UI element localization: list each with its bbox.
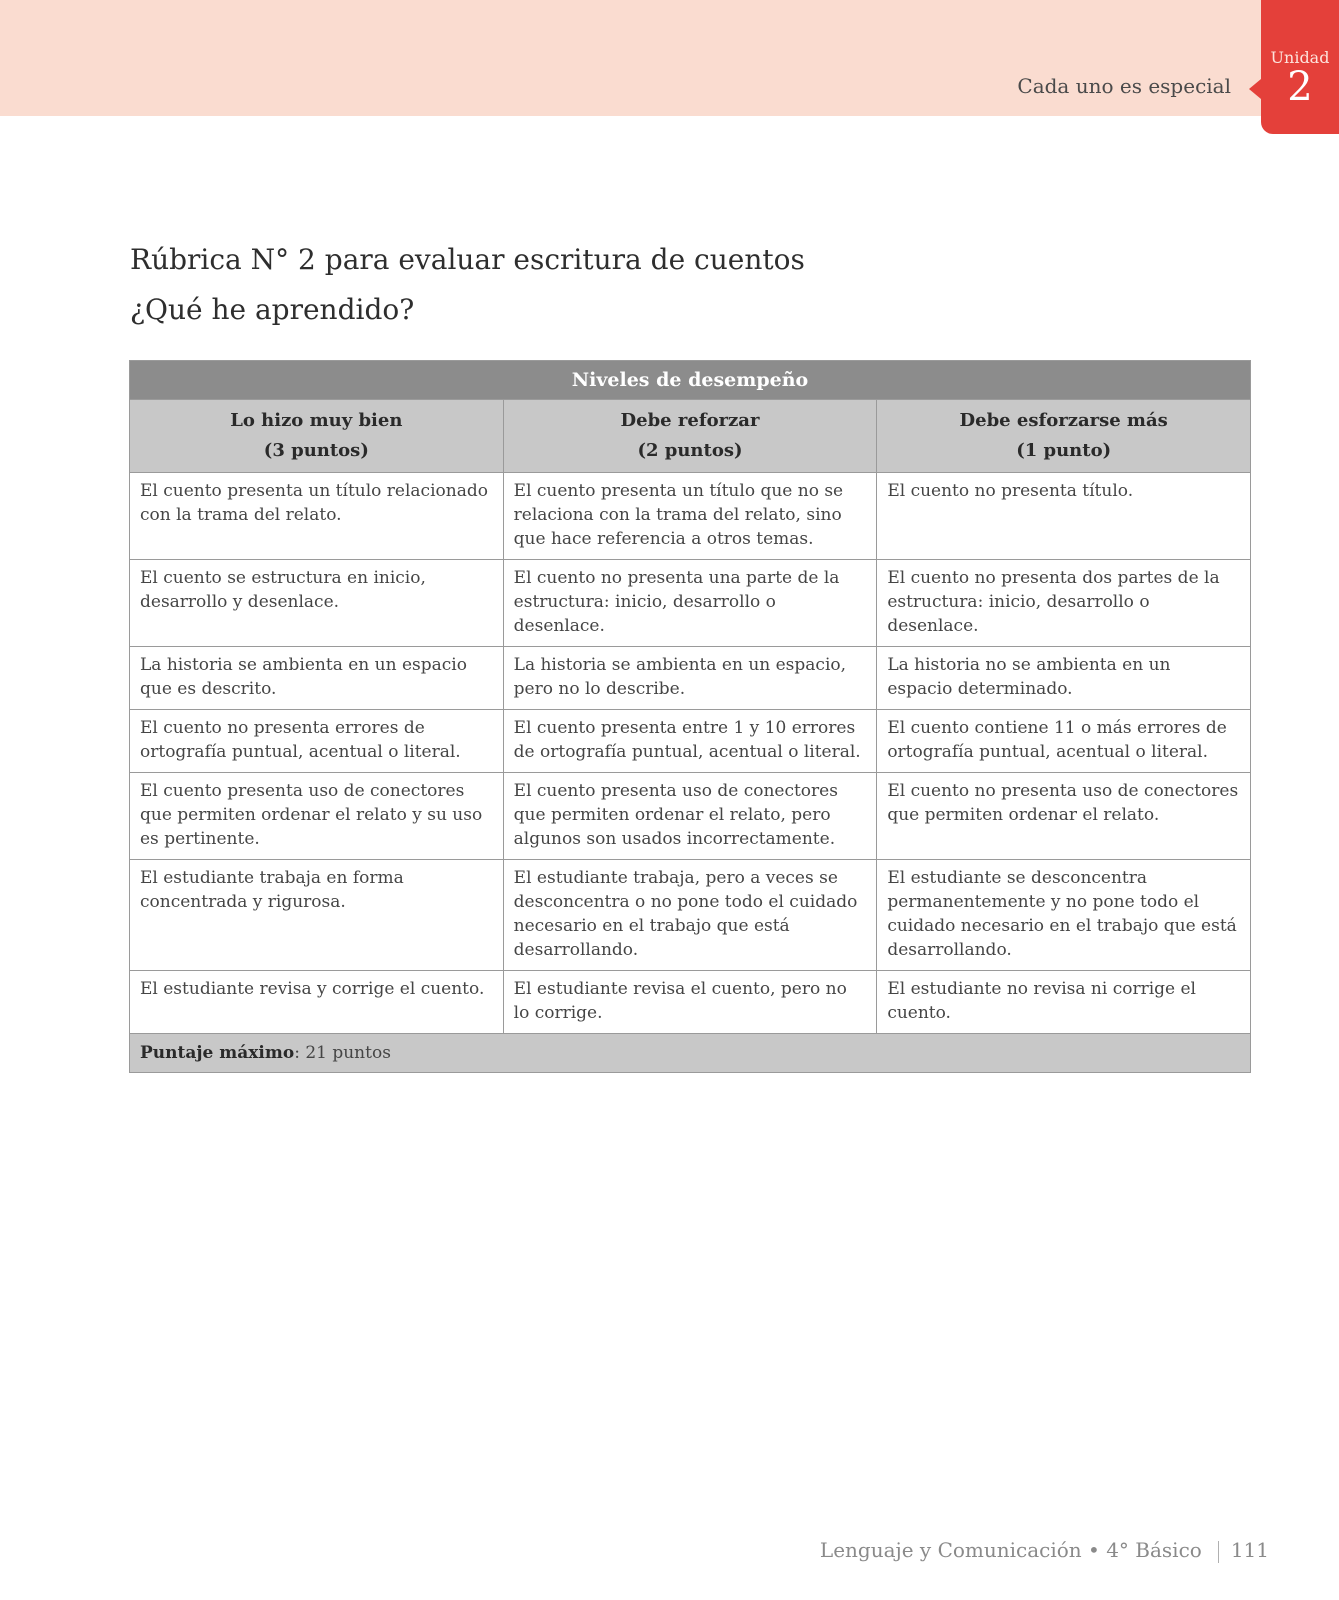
table-cell: La historia se ambienta en un espacio que es descrito. [130,647,504,710]
unit-label: Unidad [1270,48,1330,67]
rubric-table [129,360,1251,1073]
table-cell: El estudiante no revisa ni corrige el cuento. [877,971,1251,1034]
unit-tab-pointer [1249,79,1261,99]
table-cell: El cuento no presenta uso de conectores que permiten ordenar el relato. [877,773,1251,860]
table-row [130,473,1251,560]
level-points: (2 puntos) [637,440,743,461]
level-points: (1 punto) [1016,440,1112,461]
table-row [130,710,1251,773]
table-cell: El cuento presenta uso de conectores que permiten ordenar el relato y su uso es pertinente. [130,773,504,860]
table-cell: El cuento no presenta título. [877,473,1251,560]
table-cell: El estudiante se desconcentra permanentemente y no pone todo el cuidado necesario en el trabajo que está desarrollando. [877,860,1251,971]
table-cell: El cuento no presenta dos partes de la estructura: inicio, desarrollo o desenlace. [877,560,1251,647]
table-cell: El estudiante revisa y corrige el cuento. [130,971,504,1034]
level-name: Lo hizo muy bien [230,410,403,431]
table-cell: El cuento contiene 11 o más errores de ortografía puntual, acentual o literal. [877,710,1251,773]
table-row [130,860,1251,971]
table-cell: El estudiante trabaja, pero a veces se desconcentra o no pone todo el cuidado necesario en el trabajo que está desarrollando. [503,860,877,971]
page-footer [820,1538,1269,1563]
max-score-value: : 21 puntos [294,1043,391,1063]
level-name: Debe reforzar [620,410,760,431]
level-header [130,400,504,473]
level-header [503,400,877,473]
table-cell: El cuento no presenta una parte de la estructura: inicio, desarrollo o desenlace. [503,560,877,647]
page-subtitle: ¿Qué he aprendido? [130,293,415,326]
table-cell: El cuento presenta un título que no se relaciona con la trama del relato, sino que hace referencia a otros temas. [503,473,877,560]
unit-tab [1261,0,1339,134]
chapter-title: Cada uno es especial [1017,74,1231,98]
table-cell: El cuento se estructura en inicio, desarrollo y desenlace. [130,560,504,647]
table-cell: El cuento presenta entre 1 y 10 errores de ortografía puntual, acentual o literal. [503,710,877,773]
table-row [130,971,1251,1034]
footer-divider [1218,1541,1219,1563]
table-cell: El cuento presenta un título relacionado con la trama del relato. [130,473,504,560]
book-title: Lenguaje y Comunicación • 4° Básico [819,1538,1202,1562]
max-score-cell [130,1034,1251,1073]
unit-number: 2 [1287,64,1313,110]
header-band [0,0,1261,116]
max-score-label: Puntaje máximo [140,1043,295,1063]
page-title: Rúbrica N° 2 para evaluar escritura de cuentos [130,243,805,276]
level-points: (3 puntos) [263,440,369,461]
table-row [130,773,1251,860]
table-cell: El cuento presenta uso de conectores que permiten ordenar el relato, pero algunos son usados incorrectamente. [503,773,877,860]
table-cell: La historia no se ambienta en un espacio determinado. [877,647,1251,710]
table-cell: El estudiante trabaja en forma concentrada y rigurosa. [130,860,504,971]
level-header [877,400,1251,473]
table-row [130,560,1251,647]
table-cell: La historia se ambienta en un espacio, pero no lo describe. [503,647,877,710]
table-row [130,647,1251,710]
group-header: Niveles de desempeño [130,361,1251,400]
table-cell: El estudiante revisa el cuento, pero no lo corrige. [503,971,877,1034]
page-number: 111 [1230,1538,1269,1562]
level-name: Debe esforzarse más [959,410,1168,431]
table-cell: El cuento no presenta errores de ortografía puntual, acentual o literal. [130,710,504,773]
max-score-row [130,1034,1251,1073]
